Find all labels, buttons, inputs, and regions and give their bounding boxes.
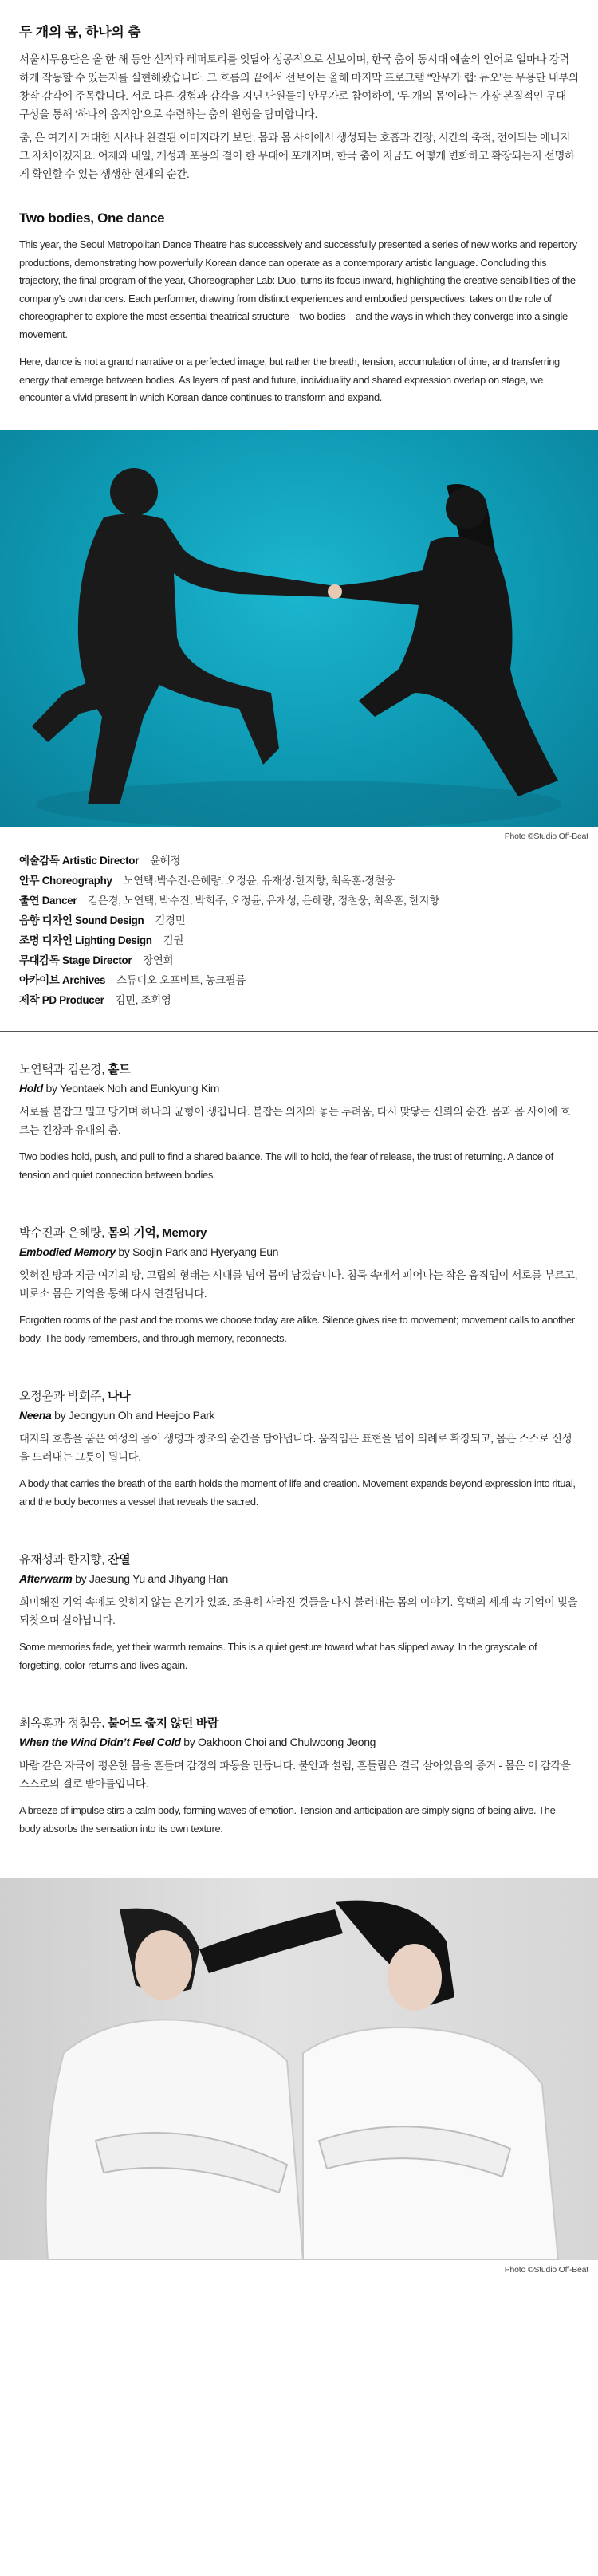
intro-paragraph-en-2: Here, dance is not a grand narrative or a perfected image, but rather the breath, tension, accumulation of time, and transferring energy that emerge between bodies. As layers of past and future, individuality and shared expression overlap on stage, we encounter a vivid present in which Korean dance continues to transform and expand. (19, 356, 560, 403)
work-title-en: Hold (19, 1081, 43, 1095)
staff-row (19, 970, 579, 990)
intro-paragraph-kr-1: 서울시무용단은 올 한 해 동안 신작과 레퍼토리를 잇달아 성공적으로 선보이며, 한국 춤이 동시대 예술의 언어로 얼마나 강력하게 작동할 수 있는지를 실현해왔습니다. 그 흐름의 끝에서 선보이는 올해 마지막 프로그램 “안무가 랩: 듀오”는 무용단 내부의 창작 감각에 주목합니다. 서로 다른 경험과 감각을 지닌 단원들이 안무가로 참여하여, ‘두 개의 몸’이라는 가장 본질적인 무대 구성을 통해 ‘하나의 움직임’으로 수렴하는 춤의 원형을 탐미합니다. (19, 53, 579, 120)
work-choreographers-kr: 최옥훈과 정철웅, (19, 1716, 108, 1730)
work-choreographers-en: by Jaesung Yu and Jihyang Han (72, 1571, 228, 1585)
staff-names: 윤혜정 (150, 854, 180, 867)
work-title-kr: 홀드 (107, 1062, 131, 1076)
work-title-en: Neena (19, 1408, 52, 1422)
staff-row (19, 871, 579, 891)
right-dancer-figure (335, 484, 558, 796)
staff-role: 아카이브 Archives (19, 973, 106, 986)
work-choreographers-kr: 유재성과 한지향, (19, 1552, 108, 1567)
staff-role: 제작 PD Producer (19, 993, 104, 1006)
clasped-hands (328, 584, 342, 599)
staff-row (19, 851, 579, 871)
work-choreographers-en: by Oakhoon Choi and Chulwoong Jeong (180, 1735, 376, 1748)
staff-names: 노연택·박수진·은혜량, 오정윤, 유재성·한지향, 최옥훈·정철웅 (123, 874, 395, 887)
work-title-en: When the Wind Didn’t Feel Cold (19, 1735, 181, 1748)
staff-row (19, 930, 579, 950)
photo-credit-1: Photo ©Studio Off-Beat (504, 831, 588, 841)
work-heading-kr (19, 1387, 579, 1404)
work-title-en: Embodied Memory (19, 1245, 116, 1258)
work-heading-en (19, 1245, 579, 1258)
work-choreographers-kr: 박수진과 은혜량, (19, 1225, 108, 1240)
staff-role: 예술감독 Artistic Director (19, 854, 140, 867)
right-dancer-figure-2 (303, 1900, 558, 2259)
work-description-kr: 서로를 붙잡고 밀고 당기며 하나의 균형이 생깁니다. 붙잡는 의지와 놓는 두려움, 다시 맞닿는 신뢰의 순간. 몸과 몸 사이에 흐르는 긴장과 유대의 춤. (19, 1105, 570, 1136)
intertwined-hair (199, 1909, 343, 1973)
work-heading-kr (19, 1714, 579, 1731)
intro-paragraph-en-1: This year, the Seoul Metropolitan Dance Theatre has successively and successfully presented a series of new works and repertory productions, demonstrating how powerfully Korean dance can operate as a contemporary artistic language. Concluding this trajectory, the final program of the year, Choreographer Lab: Duo, turns its focus inward, highlighting the creative sensibilities of the company's own dancers. Each performer, drawing from distinct experiences and embodied perspectives, takes on the role of choreographer to explore the most essential theatrical structure—two bodies—and the ways in which they converge into a single movement. (19, 238, 577, 340)
work-title-en: Afterwarm (19, 1571, 73, 1585)
staff-row (19, 891, 579, 910)
work-title-kr: 잔열 (107, 1552, 131, 1567)
work-entry (19, 1387, 579, 1511)
dancers-illustration-2 (0, 1878, 598, 2260)
staff-names: 스튜디오 오프비트, 농크필름 (116, 973, 246, 986)
work-entry (19, 1551, 579, 1674)
work-description-kr: 대지의 호흡을 품은 여성의 몸이 생명과 창조의 순간을 담아냅니다. 움직임은 표현을 넘어 의례로 확장되고, 몸은 스스로 신성을 드러내는 그릇이 됩니다. (19, 1432, 572, 1463)
staff-names: 김권 (163, 934, 183, 946)
staff-role: 무대감독 Stage Director (19, 954, 132, 966)
left-dancer-figure-2 (46, 1908, 304, 2259)
work-description-en: Forgotten rooms of the past and the rooms we choose today are alike. Silence gives rise to movement; movement calls to another body. The body remembers, and through memory, reconnects. (19, 1313, 575, 1344)
work-description-en: Two bodies hold, push, and pull to find a shared balance. The will to hold, the fear of release, the trust of returning. A dance of tension and quiet connection between bodies. (19, 1150, 553, 1181)
work-entry (19, 1060, 579, 1184)
staff-row (19, 990, 579, 1010)
work-entry (19, 1224, 579, 1347)
work-description-en: A breeze of impulse stirs a calm body, forming waves of emotion. Tension and anticipation are simply signs of being alive. The body absorbs the sensation into its own texture. (19, 1803, 556, 1835)
intro-title-en: Two bodies, One dance (19, 210, 165, 226)
intro-paragraph-kr-2: 춤, 은 여기서 거대한 서사나 완결된 이미지라기 보단, 몸과 몸 사이에서 생성되는 호흡과 긴장, 시간의 축적, 전이되는 에너지 그 자체이겠지요. 어제와 내일, 개성과 포용의 결이 한 무대에 포개지며, 한국 춤이 지금도 어떻게 변화하고 확장되는지 선명하게 확인할 수 있는 생생한 현재의 순간. (19, 132, 575, 180)
work-description-kr: 잊혀진 방과 지금 여기의 방, 고립의 형태는 시대를 넘어 몸에 남겼습니다. 침묵 속에서 피어나는 작은 움직임이 서로를 부르고, 비로소 몸은 기억을 통해 다시 연결됩니다. (19, 1268, 578, 1300)
intro-section (0, 0, 598, 407)
work-description-kr: 바람 같은 자극이 평온한 몸을 흔들며 감정의 파동을 만듭니다. 불안과 설렘, 흔들림은 결국 살아있음의 증거 - 몸은 이 감각을 스스로의 결로 받아들입니다. (19, 1759, 571, 1790)
work-description-en: Some memories fade, yet their warmth remains. This is a quiet gesture toward what has slipped away. In the grayscale of forgetting, color returns and lives again. (19, 1640, 537, 1671)
staff-names: 김민, 조휘영 (115, 993, 171, 1006)
work-description-kr: 희미해진 기억 속에도 잊히지 않는 온기가 있죠. 조용히 사라진 것들을 다시 불러내는 몸의 이야기. 흑백의 세계 속 기억이 빛을 되찾으며 살아납니다. (19, 1595, 578, 1626)
work-heading-en (19, 1082, 579, 1095)
works-list (0, 1032, 598, 1838)
work-description-en: A body that carries the breath of the earth holds the moment of life and creation. Movement expands beyond expression into ritual, and the body becomes a vessel that reveals the sacred. (19, 1477, 576, 1508)
staff-role: 조명 디자인 Lighting Design (19, 934, 152, 946)
staff-names: 김은경, 노연택, 박수진, 박희주, 오정윤, 유재성, 은혜량, 정철웅, 최옥훈, 한지향 (88, 894, 439, 907)
work-choreographers-en: by Yeontaek Noh and Eunkyung Kim (42, 1081, 220, 1095)
work-heading-en (19, 1409, 579, 1422)
work-title-kr: 불어도 춥지 않던 바람 (107, 1716, 219, 1730)
staff-role: 음향 디자인 Sound Design (19, 914, 144, 926)
staff-role: 안무 Choreography (19, 874, 112, 887)
work-heading-kr (19, 1551, 579, 1567)
staff-list (0, 844, 598, 1010)
staff-row (19, 910, 579, 930)
work-heading-en (19, 1572, 579, 1585)
staff-role: 출연 Dancer (19, 894, 77, 907)
dancers-illustration (0, 430, 598, 827)
work-title-kr: 몸의 기억, Memory (107, 1225, 207, 1240)
photo-credit-2: Photo ©Studio Off-Beat (504, 2264, 588, 2275)
work-choreographers-en: by Soojin Park and Hyeryang Eun (115, 1245, 279, 1258)
intro-title-kr: 두 개의 몸, 하나의 춤 (19, 25, 141, 40)
work-heading-kr (19, 1060, 579, 1077)
work-choreographers-en: by Jeongyun Oh and Heejoo Park (51, 1408, 215, 1422)
work-choreographers-kr: 오정윤과 박희주, (19, 1389, 108, 1403)
work-title-kr: 나나 (107, 1389, 131, 1403)
work-choreographers-kr: 노연택과 김은경, (19, 1062, 108, 1076)
staff-names: 장연희 (143, 954, 174, 966)
left-dancer-figure (32, 468, 335, 804)
duo-photo-white-shirts (0, 1878, 598, 2260)
staff-names: 김경민 (155, 914, 186, 926)
work-heading-kr (19, 1224, 579, 1241)
staff-row (19, 950, 579, 970)
work-entry (19, 1714, 579, 1838)
duo-photo-blue (0, 430, 598, 827)
work-heading-en (19, 1736, 579, 1748)
